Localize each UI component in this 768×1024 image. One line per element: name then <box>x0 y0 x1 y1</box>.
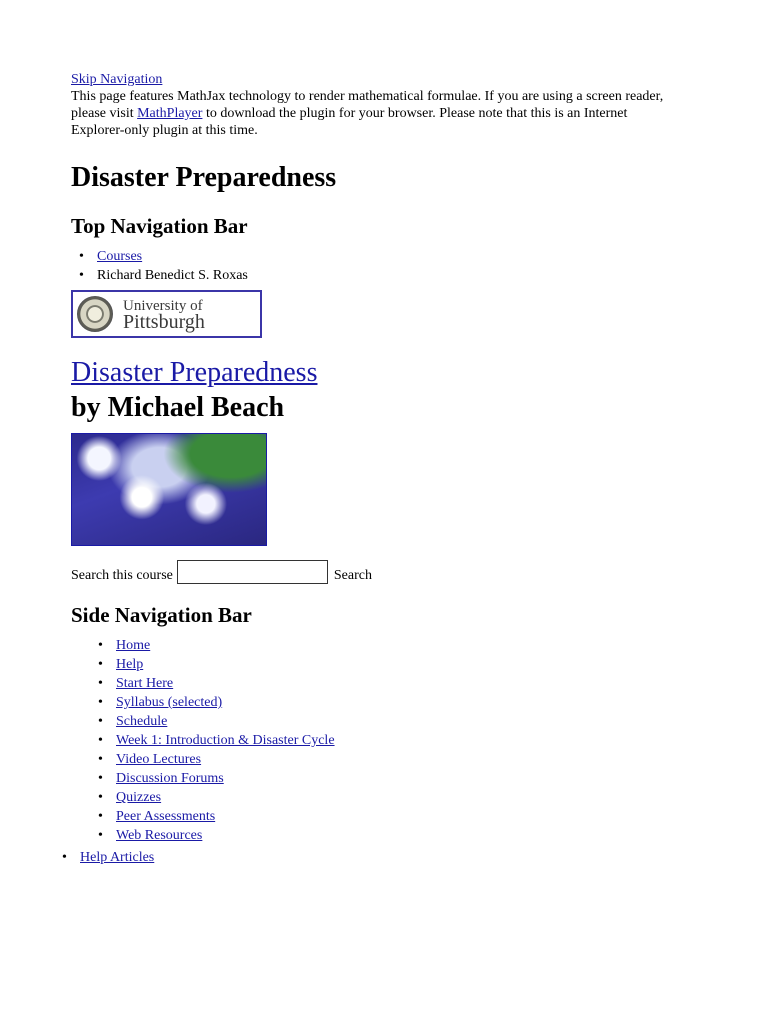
skip-navigation-link[interactable]: Skip Navigation <box>71 72 163 87</box>
logo-line-1: University of <box>123 297 203 314</box>
week-1-link[interactable]: Week 1: Introduction & Disaster Cycle <box>116 733 335 748</box>
courses-link[interactable]: Courses <box>97 249 143 264</box>
start-here-link[interactable]: Start Here <box>116 676 174 691</box>
university-seal-icon <box>77 296 113 332</box>
top-nav-list <box>71 247 768 285</box>
hurricane-satellite-image <box>71 433 267 546</box>
course-title <box>71 356 768 390</box>
side-nav-item-schedule <box>116 712 768 731</box>
schedule-link[interactable]: Schedule <box>116 714 168 729</box>
side-nav-item-syllabus <box>116 693 768 712</box>
peer-assessments-link[interactable]: Peer Assessments <box>116 809 216 824</box>
help-articles-link[interactable]: Help Articles <box>80 850 155 865</box>
side-nav-item-peer-assessments <box>116 807 768 826</box>
side-nav-item-quizzes <box>116 788 768 807</box>
logo-line-2: Pittsburgh <box>123 310 205 333</box>
discussion-forums-link[interactable]: Discussion Forums <box>116 771 224 786</box>
video-lectures-link[interactable]: Video Lectures <box>116 752 202 767</box>
help-link[interactable]: Help <box>116 657 144 672</box>
course-author: by Michael Beach <box>71 392 285 423</box>
syllabus-link[interactable]: Syllabus (selected) <box>116 695 223 710</box>
notice-text-before: This page features MathJax technology to render mathematical formulae. If you are using a screen reader, please visit <box>71 89 664 121</box>
help-articles-item <box>80 848 768 867</box>
top-nav-item-courses <box>97 247 768 266</box>
side-nav-heading: Side Navigation Bar <box>71 603 252 627</box>
side-nav-item-discussion-forums <box>116 769 768 788</box>
mathjax-notice <box>71 88 671 139</box>
web-resources-link[interactable]: Web Resources <box>116 828 203 843</box>
side-nav-item-start-here <box>116 674 768 693</box>
mathplayer-link[interactable]: MathPlayer <box>137 106 203 121</box>
search-input[interactable] <box>177 560 328 584</box>
user-name: Richard Benedict S. Roxas <box>97 268 248 283</box>
search-label: Search this course <box>71 568 173 583</box>
side-nav-item-help <box>116 655 768 674</box>
side-nav-list <box>71 636 768 845</box>
help-articles-list <box>0 848 768 867</box>
top-nav-heading: Top Navigation Bar <box>71 214 248 238</box>
home-link[interactable]: Home <box>116 638 151 653</box>
university-logo-link[interactable] <box>71 290 262 338</box>
side-nav-item-home <box>116 636 768 655</box>
side-nav-item-week-1 <box>116 731 768 750</box>
side-nav-item-video-lectures <box>116 750 768 769</box>
side-nav-item-web-resources <box>116 826 768 845</box>
notice-text-after: to download the plugin for your browser. Please note that this is an Internet Explorer-only plugin at this time. <box>71 106 628 138</box>
top-nav-item-user <box>97 266 768 285</box>
page-title: Disaster Preparedness <box>71 162 337 193</box>
university-logo-text <box>123 298 205 331</box>
quizzes-link[interactable]: Quizzes <box>116 790 162 805</box>
search-button[interactable]: Search <box>333 568 372 583</box>
search-form <box>71 560 768 584</box>
course-title-link[interactable]: Disaster Preparedness <box>71 357 318 388</box>
